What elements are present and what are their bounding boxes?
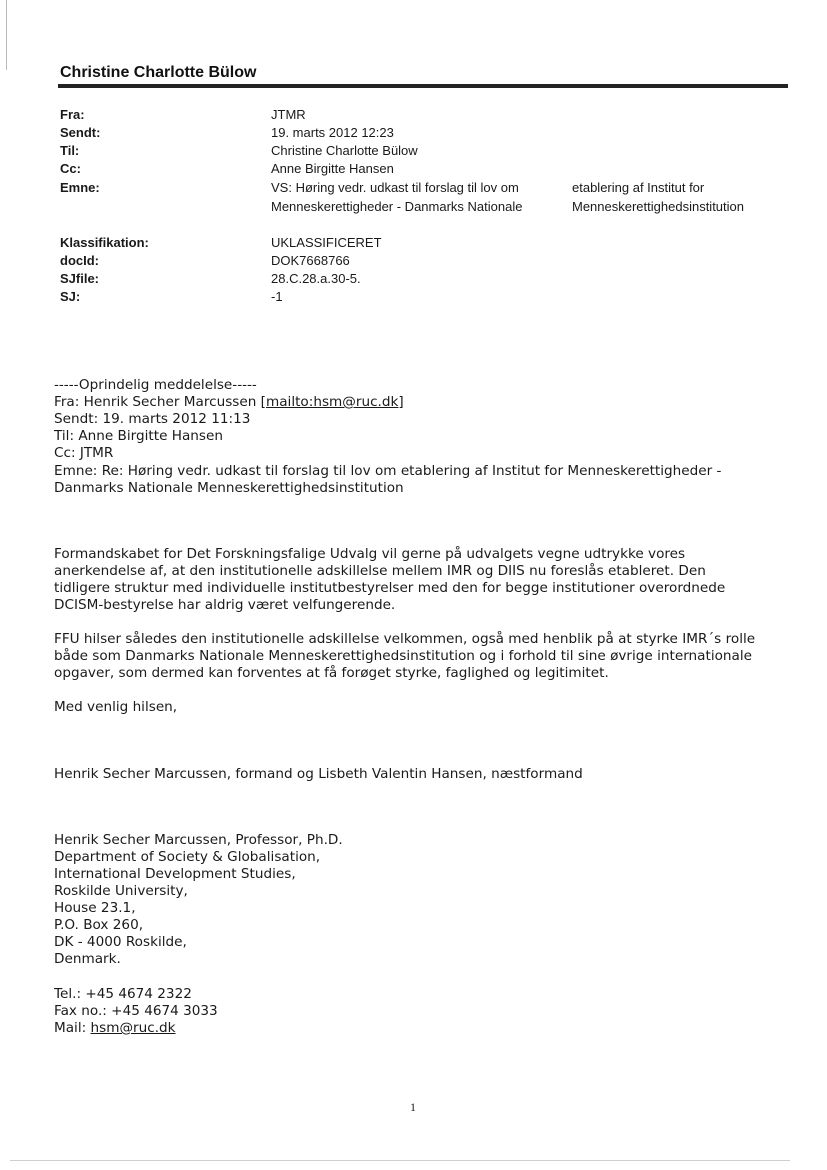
signature-mail-label: Mail: [54, 1020, 91, 1036]
signature-line-2: Department of Society & Globalisation, [54, 849, 321, 865]
original-subject-line-2: Danmarks Nationale Menneskerettighedsinstitution [54, 480, 404, 496]
header-divider [58, 84, 788, 88]
cc-value: Anne Birgitte Hansen [271, 161, 394, 176]
page-number: 1 [410, 1100, 416, 1114]
original-message-separator: -----Oprindelig meddelelse----- [54, 377, 257, 393]
original-from-text: Fra: Henrik Secher Marcussen [54, 394, 261, 410]
message-paragraph-2-line-2: både som Danmarks Nationale Menneskerettighedsinstitution og i forhold til sine øvrige internationale [54, 648, 752, 664]
cc-label: Cc: [60, 161, 81, 176]
classification-value: UKLASSIFICERET [271, 235, 382, 250]
message-paragraph-1-line-3: tidligere struktur med individuelle institutbestyrelser med den for begge institutioner overordnede [54, 580, 726, 596]
signature-line-4: Roskilde University, [54, 883, 188, 899]
original-from-line [54, 394, 404, 411]
from-label: Fra: [60, 107, 85, 122]
sj-label: SJ: [60, 289, 81, 304]
signature-line-3: International Development Studies, [54, 866, 296, 882]
original-subject-line-1: Emne: Re: Høring vedr. udkast til forslag til lov om etablering af Institut for Menneskerettigheder - [54, 463, 722, 479]
message-paragraph-1-line-4: DCISM-bestyrelse har aldrig været velfungerende. [54, 597, 396, 613]
original-to-line: Til: Anne Birgitte Hansen [54, 428, 223, 444]
original-cc-line: Cc: JTMR [54, 445, 114, 461]
signature-line-6: P.O. Box 260, [54, 917, 144, 933]
signature-line-1: Henrik Secher Marcussen, Professor, Ph.D. [54, 832, 343, 848]
message-signoff: Henrik Secher Marcussen, formand og Lisbeth Valentin Hansen, næstformand [54, 766, 583, 782]
sent-label: Sendt: [60, 125, 101, 140]
subject-col2-line-1: etablering af Institut for [572, 180, 705, 195]
original-from-mailto-link[interactable]: [mailto:hsm@ruc.dk] [260, 394, 404, 410]
original-sent-line: Sendt: 19. marts 2012 11:13 [54, 411, 251, 427]
signature-mail-line [54, 1020, 176, 1037]
classification-label: Klassifikation: [60, 235, 149, 250]
sjfile-value: 28.C.28.a.30-5. [271, 271, 361, 286]
docid-value: DOK7668766 [271, 253, 350, 268]
signature-line-8: Denmark. [54, 951, 121, 967]
sj-value: -1 [271, 289, 283, 304]
to-label: Til: [60, 143, 80, 158]
signature-mail-link[interactable]: hsm@ruc.dk [90, 1020, 176, 1036]
docid-label: docId: [60, 253, 99, 268]
message-paragraph-1-line-2: anerkendelse af, at den institutionelle adskillelse mellem IMR og DIIS nu foreslås etableret. Den [54, 563, 706, 579]
scan-bottom-edge [10, 1160, 790, 1161]
signature-fax: Fax no.: +45 4674 3033 [54, 1003, 218, 1019]
subject-col2-line-2: Menneskerettighedsinstitution [572, 199, 744, 214]
signature-line-7: DK - 4000 Roskilde, [54, 934, 187, 950]
message-paragraph-2-line-1: FFU hilser således den institutionelle adskillelse velkommen, også med henblik på at styrke IMR´s rolle [54, 631, 756, 647]
scan-edge-line [6, 0, 7, 70]
subject-line-2: Menneskerettigheder - Danmarks Nationale [271, 199, 523, 214]
to-value: Christine Charlotte Bülow [271, 143, 418, 158]
subject-line-1: VS: Høring vedr. udkast til forslag til lov om [271, 180, 519, 195]
message-greeting: Med venlig hilsen, [54, 699, 178, 715]
sent-value: 19. marts 2012 12:23 [271, 125, 394, 140]
subject-label: Emne: [60, 180, 100, 195]
signature-telephone: Tel.: +45 4674 2322 [54, 986, 192, 1002]
from-value: JTMR [271, 107, 306, 122]
sjfile-label: SJfile: [60, 271, 100, 286]
message-paragraph-1-line-1: Formandskabet for Det Forskningsfalige Udvalg vil gerne på udvalgets vegne udtrykke vores [54, 546, 686, 562]
mailbox-owner-name: Christine Charlotte Bülow [60, 64, 257, 81]
signature-line-5: House 23.1, [54, 900, 136, 916]
message-paragraph-2-line-3: opgaver, som dermed kan forventes at få forøget styrke, faglighed og legitimitet. [54, 665, 609, 681]
